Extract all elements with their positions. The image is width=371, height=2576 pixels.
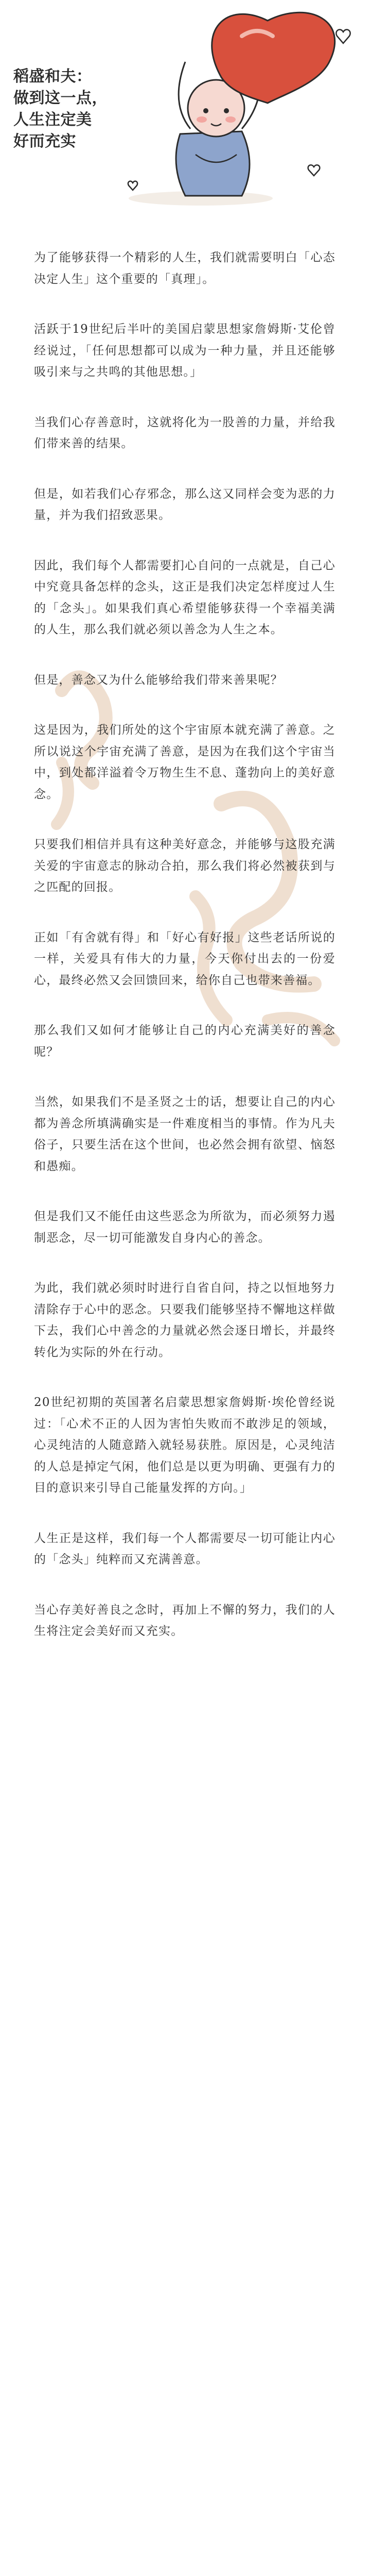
article-paragraph: 这是因为，我们所处的这个宇宙原本就充满了善意。之所以说这个宇宙充满了善意，是因为在我们这个宇宙当中，到处都洋溢着令万物生生不息、蓬勃向上的美好意念。 — [34, 723, 335, 801]
title-line: 好而充实 — [13, 132, 76, 150]
page-title — [13, 66, 108, 152]
article-paragraph: 当我们心存善意时，这就将化为一股善的力量，并给我们带来善的结果。 — [34, 415, 335, 450]
article-paragraph: 因此，我们每个人都需要扪心自问的一点就是，自己心中究竟具备怎样的念头，这正是我们决定怎样度过人生的「念头」。如果我们真心希望能够获得一个幸福美满的人生，那么我们就必须以善念为人生之本。 — [34, 558, 335, 636]
title-line: 稻盛和夫： — [13, 67, 92, 86]
article-paragraph: 那么我们又如何才能够让自己的内心充满美好的善念呢？ — [34, 1024, 335, 1059]
article-paragraph: 但是，善念又为什么能够给我们带来善果呢？ — [34, 673, 283, 687]
article-paragraph: 活跃于19世纪后半叶的美国启蒙思想家詹姆斯·艾伦曾经说过，「任何思想都可以成为一种力量，并且还能够吸引来与之共鸣的其他思想。」 — [34, 323, 335, 379]
article-paragraph: 只要我们相信并具有这种美好意念，并能够与这股充满关爱的宇宙意志的脉动合拍，那么我们将必然被获到与之匹配的回报。 — [34, 838, 335, 894]
title-line: 人生注定美 — [13, 111, 92, 129]
article-paragraph: 为此，我们就必须时时进行自省自问，持之以恒地努力清除存于心中的恶念。只要我们能够坚持不懈地这样做下去，我们心中善念的力量就必然会逐日增长，并最终转化为实际的外在行动。 — [34, 1281, 335, 1359]
article-body — [34, 247, 335, 1671]
article-paragraph: 当然，如果我们不是圣贤之士的话，想要让自己的内心都为善念所填满确实是一件难度相当的事情。作为凡夫俗子，只要生活在这个世间，也必然会拥有欲望、恼怒和愚痴。 — [34, 1095, 335, 1173]
article-paragraph: 当心存美好善良之念时，再加上不懈的努力，我们的人生将注定会美好而又充实。 — [34, 1603, 335, 1638]
article-paragraph: 为了能够获得一个精彩的人生，我们就需要明白「心态决定人生」这个重要的「真理」。 — [34, 251, 335, 286]
hero-illustration — [0, 0, 371, 216]
article-paragraph: 人生正是这样，我们每一个人都需要尽一切可能让内心的「念头」纯粹而又充满善意。 — [34, 1531, 335, 1566]
title-line: 做到这一点， — [13, 89, 108, 107]
article-paragraph: 20世纪初期的英国著名启蒙思想家詹姆斯·埃伦曾经说过：「心术不正的人因为害怕失败而不敢涉足的领域，心灵纯洁的人随意踏入就轻易获胜。原因是，心灵纯洁的人总是掉定气闲，他们总是以更为明确、更强有力的目的意识来引导自己能量发挥的方向。」 — [34, 1396, 335, 1495]
article-paragraph: 但是我们又不能任由这些恶念为所欲为，而必须努力遏制恶念，尽一切可能激发自身内心的善念。 — [34, 1210, 335, 1245]
article-paragraph: 正如「有舍就有得」和「好心有好报」这些老话所说的一样，关爱具有伟大的力量，今天你付出去的一份爱心，最终必然又会回馈回来，给你自己也带来善福。 — [34, 930, 335, 987]
article-paragraph: 但是，如若我们心存邪念，那么这又同样会变为恶的力量，并为我们招致恶果。 — [34, 487, 335, 522]
